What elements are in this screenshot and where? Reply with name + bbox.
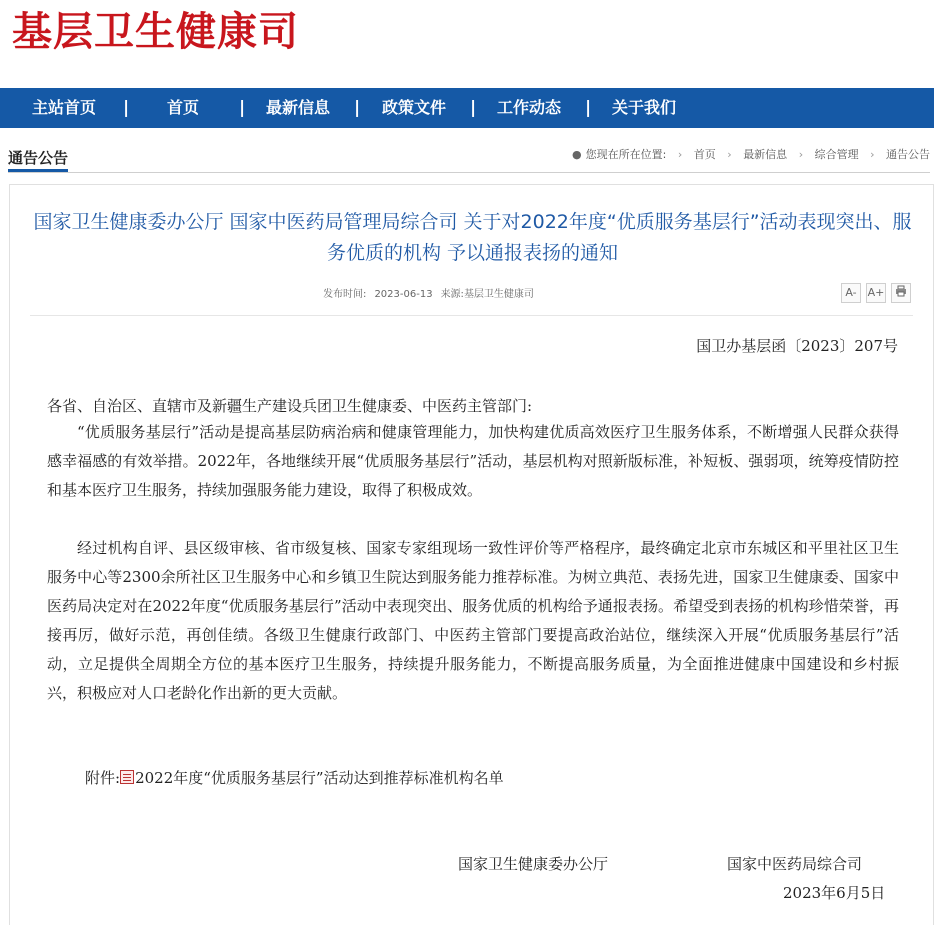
- attachment-label: 附件:: [85, 769, 121, 787]
- divider: [8, 172, 930, 173]
- breadcrumb-prefix: 您现在所在位置:: [585, 148, 667, 161]
- nav-separator: |: [470, 98, 477, 118]
- breadcrumb-separator: ›: [727, 148, 732, 161]
- paragraph: “优质服务基层行”活动是提高基层防病治病和健康管理能力，加快构建优质高效医疗卫生服务体系，不断增强人民群众获得感幸福感的有效举措。2022年，各地继续开展“优质服务基层行”活动，基层机构对照新版标准，补短板、强弱项，统筹疫情防控和基本医疗卫生服务，持续加强服务能力建设，取得了积极成效。: [47, 423, 899, 499]
- section-title: 通告公告: [8, 148, 68, 172]
- printer-icon: [895, 285, 907, 297]
- nav-item-home[interactable]: 首页: [167, 98, 200, 117]
- breadcrumb-general[interactable]: 综合管理: [814, 148, 859, 161]
- attachment: [85, 767, 504, 788]
- nav-separator: |: [354, 98, 361, 118]
- print-button[interactable]: [891, 283, 911, 303]
- title-divider: [30, 315, 913, 316]
- paragraph: 经过机构自评、县区级审核、省市级复核、国家专家组现场一致性评价等严格程序，最终确定北京市东城区和平里社区卫生服务中心等2300余所社区卫生服务中心和乡镇卫生院达到服务能力推荐标准。为树立典范、表扬先进，国家卫生健康委、国家中医药局决定对在2022年度“优质服务基层行”活动中表现突出、服务优质的机构给予通报表扬。希望受到表扬的机构珍惜荣誉，再接再厉，做好示范，再创佳绩。各级卫生健康行政部门、中医药主管部门要提高政治站位，继续深入开展“优质服务基层行”活动，立足提供全周期全方位的基本医疗卫生服务，持续提升服务能力，不断提高服务质量，为全面推进健康中国建设和乡村振兴，积极应对人口老龄化作出新的更大贡献。: [47, 539, 899, 702]
- nav-separator: |: [585, 98, 592, 118]
- nav-item-policy[interactable]: 政策文件: [382, 98, 447, 117]
- salutation: 各省、自治区、直辖市及新疆生产建设兵团卫生健康委、中医药主管部门:: [47, 397, 533, 415]
- nav-item-about[interactable]: 关于我们: [612, 98, 677, 117]
- breadcrumb-home[interactable]: 首页: [693, 148, 716, 161]
- source-value: 基层卫生健康司: [463, 289, 534, 300]
- article-meta: [10, 285, 855, 300]
- signer-tcm: 国家中医药局综合司: [727, 855, 863, 873]
- document-number: 国卫办基层函〔2023〕207号: [696, 337, 898, 355]
- article-tools: [836, 283, 911, 303]
- publish-date: 2023-06-13: [374, 289, 433, 300]
- main-nav: [0, 88, 934, 128]
- article-title: 国家卫生健康委办公厅 国家中医药局管理局综合司 关于对2022年度“优质服务基层行”活动表现突出、服务优质的机构 予以通报表扬的通知: [33, 211, 912, 264]
- attachment-link[interactable]: 2022年度“优质服务基层行”活动达到推荐标准机构名单: [135, 769, 504, 787]
- breadcrumb-latest[interactable]: 最新信息: [743, 148, 788, 161]
- article-panel: [9, 184, 934, 925]
- breadcrumb: [572, 148, 930, 162]
- nav-separator: |: [123, 98, 130, 118]
- sign-date: 2023年6月5日: [783, 884, 886, 902]
- source-label: 来源:: [440, 289, 464, 300]
- location-pin-icon: ●: [572, 148, 582, 161]
- site-header: [0, 0, 934, 88]
- breadcrumb-separator: ›: [798, 148, 804, 161]
- nav-item-work[interactable]: 工作动态: [497, 98, 562, 117]
- nav-item-main-home[interactable]: 主站首页: [32, 98, 97, 117]
- nav-separator: |: [239, 98, 246, 118]
- location-bar: [0, 128, 934, 172]
- breadcrumb-separator: ›: [677, 148, 683, 161]
- font-increase-button[interactable]: A+: [866, 283, 886, 303]
- pdf-file-icon: [120, 770, 134, 784]
- nav-item-latest[interactable]: 最新信息: [266, 98, 331, 117]
- font-decrease-button[interactable]: A-: [841, 283, 861, 303]
- site-title[interactable]: 基层卫生健康司: [12, 9, 299, 55]
- breadcrumb-separator: ›: [870, 148, 875, 161]
- breadcrumb-notices[interactable]: 通告公告: [886, 148, 930, 161]
- publish-label: 发布时间:: [323, 289, 367, 300]
- signer-nhc: 国家卫生健康委办公厅: [458, 855, 609, 873]
